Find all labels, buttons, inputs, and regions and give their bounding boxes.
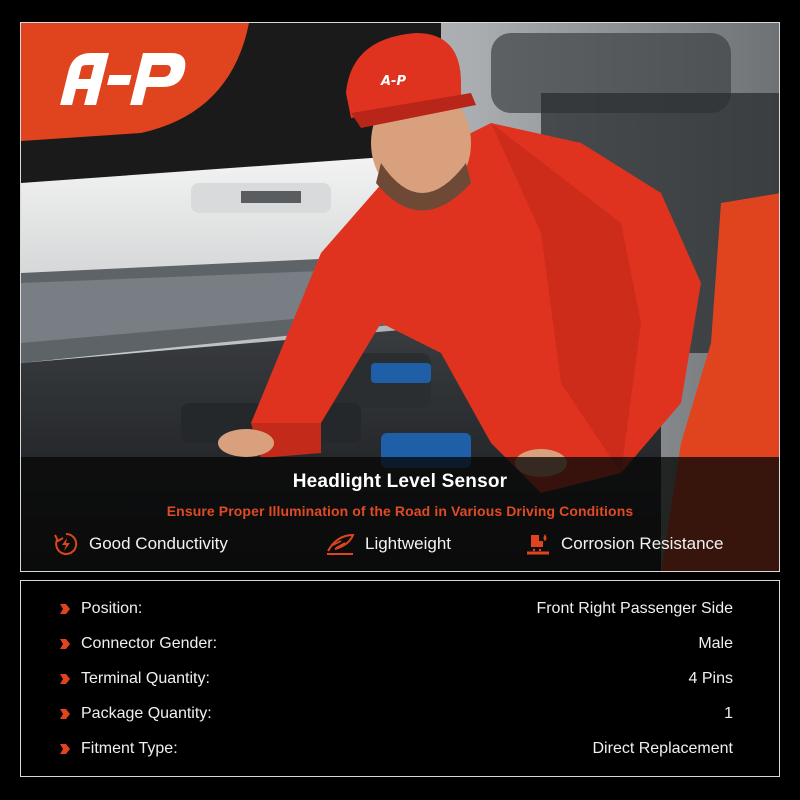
feature-corrosion <box>525 531 724 557</box>
brand-logo <box>21 23 251 141</box>
spec-row-position <box>59 596 733 622</box>
bullet-icon <box>59 603 71 615</box>
feature-label: Corrosion Resistance <box>561 534 724 553</box>
feature-label: Good Conductivity <box>89 534 228 553</box>
feature-lightweight <box>325 531 451 557</box>
corrosion-icon <box>525 531 551 557</box>
hero-banner <box>20 22 780 572</box>
spec-label: Fitment Type: <box>81 740 178 757</box>
feature-conductivity <box>53 531 228 557</box>
bullet-icon <box>59 743 71 755</box>
bullet-icon <box>59 673 71 685</box>
spec-row-fitment-type <box>59 736 733 762</box>
spec-row-connector-gender <box>59 631 733 657</box>
spec-label: Package Quantity: <box>81 705 212 722</box>
spec-label: Position: <box>81 600 143 617</box>
spec-label: Terminal Quantity: <box>81 670 210 687</box>
product-subtitle: Ensure Proper Illumination of the Road in Various Driving Conditions <box>166 503 634 519</box>
spec-value: 4 Pins <box>688 670 733 687</box>
spec-table <box>20 580 780 777</box>
feature-list <box>21 531 779 561</box>
spec-row-package-quantity <box>59 701 733 727</box>
spec-label: Connector Gender: <box>81 635 218 652</box>
caption-panel <box>21 457 779 571</box>
spec-value: Front Right Passenger Side <box>536 600 733 617</box>
conductivity-icon <box>53 531 79 557</box>
feather-icon <box>325 531 355 557</box>
product-title: Headlight Level Sensor <box>292 471 508 492</box>
spec-row-terminal-quantity <box>59 666 733 692</box>
svg-text:A-P: A-P <box>381 74 406 89</box>
feature-label: Lightweight <box>365 534 452 553</box>
spec-value: Male <box>698 635 733 652</box>
spec-value: 1 <box>724 705 733 722</box>
bullet-icon <box>59 638 71 650</box>
spec-value: Direct Replacement <box>592 740 733 757</box>
bullet-icon <box>59 708 71 720</box>
